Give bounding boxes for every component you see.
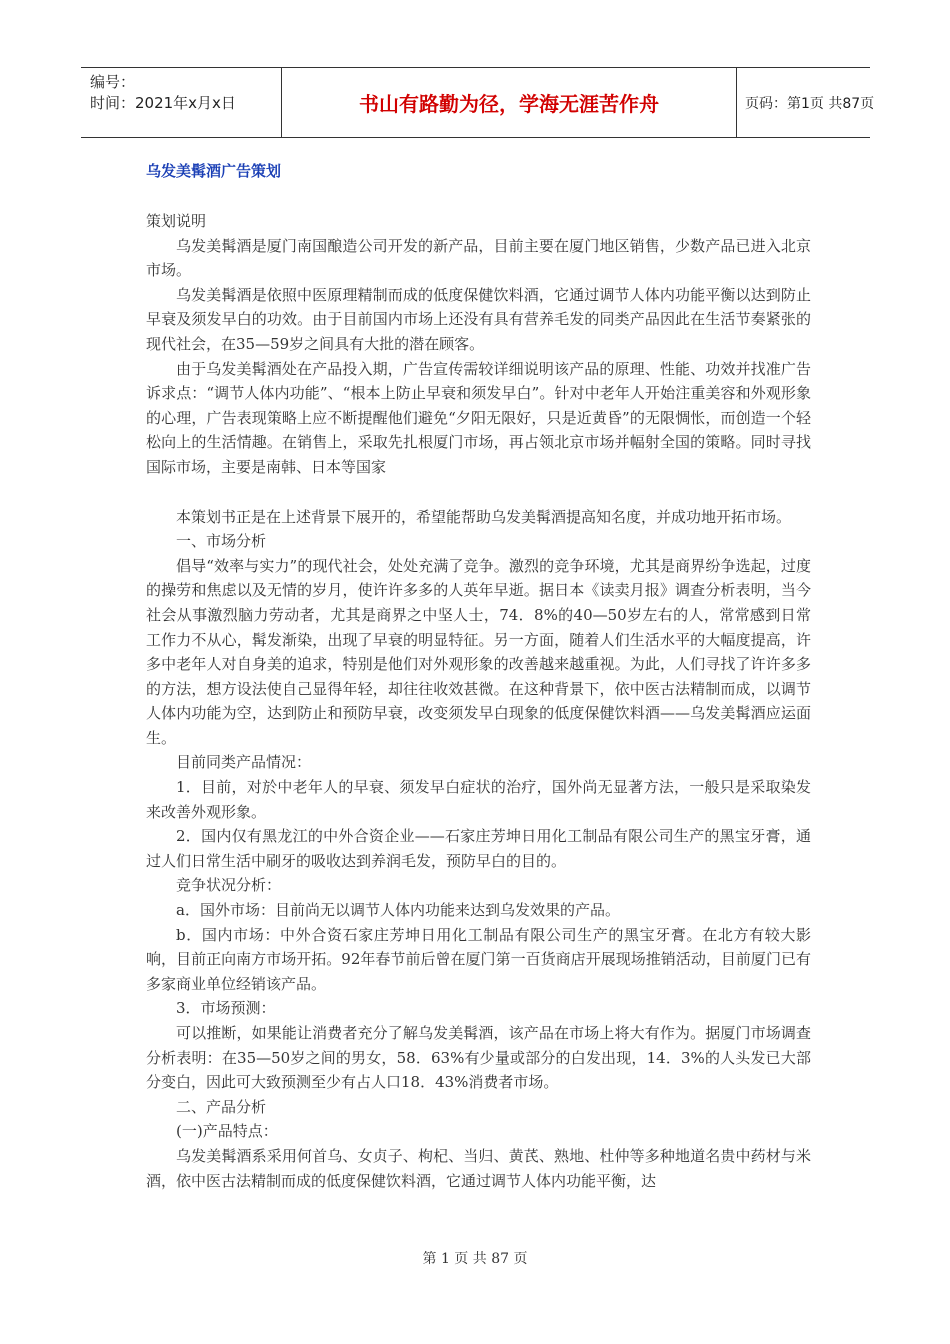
header-meta [81,68,281,137]
page-header [81,67,875,138]
list-item: 2．国内仅有黑龙江的中外合资企业——石家庄芳坤日用化工制品有限公司生产的黑宝牙膏，通过人们日常生活中刷牙的吸收达到养润毛发，预防早白的目的。 [146,827,811,870]
paragraph: 乌发美髯酒是依照中医原理精制而成的低度保健饮料酒，它通过调节人体内功能平衡以达到防止早衰及须发早白的功效。由于目前国内市场上还没有具有营养毛发的同类产品因此在生活节奏紧张的现代社会，在35—59岁之间具有大批的潜在顾客。 [146,285,811,353]
section-heading: 二、产品分析 [176,1097,267,1116]
list-item: b．国内市场：中外合资石家庄芳坤日用化工制品有限公司生产的黑宝牙膏。在北方有较大影响，目前正向南方市场开拓。92年春节前后曾在厦门第一百货商店开展现场推销活动，目前厦门已有多家商业单位经销该产品。 [146,925,811,993]
document-date: 时间：2021年x月x日 [90,94,236,112]
paragraph: 可以推断，如果能让消费者充分了解乌发美髯酒，该产品在市场上将大有作为。据厦门市场调查分析表明：在35—50岁之间的男女，58．63%有少量或部分的白发出现，14．3%的人头发已大部分变白，因此可大致预测至少有占人口18．43%消费者市场。 [146,1024,811,1092]
list-item: 1．目前，对於中老年人的早衰、须发早白症状的治疗，国外尚无显著方法，一般只是采取染发来改善外观形象。 [146,778,811,821]
paragraph: 乌发美髯酒是厦门南国酿造公司开发的新产品，目前主要在厦门地区销售，少数产品已进入北京市场。 [146,236,811,280]
paragraph: 本策划书正是在上述背景下展开的，希望能帮助乌发美髯酒提高知名度，并成功地开拓市场。 [176,507,792,526]
document-body [146,209,811,1193]
paragraph: 乌发美髯酒系采用何首乌、女贞子、枸杞、当归、黄芪、熟地、杜仲等多种地道名贵中药材与米酒，依中医古法精制而成的低度保健饮料酒，它通过调节人体内功能平衡，达 [146,1146,811,1190]
paragraph: 由于乌发美髯酒处在产品投入期，广告宣传需较详细说明该产品的原理、性能、功效并找准广告诉求点：“调节人体内功能”、“根本上防止早衰和须发早白”。针对中老年人开始注重美容和外观形象的心理，广告表现策略上应不断提醒他们避免“夕阳无限好，只是近黄昏”的无限惆怅，而创造一个轻松向上的生活情趣。在销售上，采取先扎根厦门市场，再占领北京市场并幅射全国的策略。同时寻找国际市场，主要是南韩、日本等国家 [146,359,811,476]
document-title: 乌发美髯酒广告策划 [146,162,282,180]
section-heading: 策划说明 [146,212,207,230]
header-page-info: 页码：第1页 共87页 [745,95,875,112]
document-number-label: 编号： [90,73,136,91]
paragraph: 倡导“效率与实力”的现代社会，处处充满了竞争。激烈的竞争环境，尤其是商界纷争选起，过度的操劳和焦虑以及无情的岁月，使许许多多的人英年早逝。据日本《读卖月报》调查分析表明，当今社会从事激烈脑力劳动者，尤其是商界之中坚人士，74．8%的40—50岁左右的人，常常感到日常工作力不从心，髯发渐染，出现了早衰的明显特征。另一方面，随着人们生活水平的大幅度提高，许多中老年人对自身美的追求，特别是他们对外观形象的改善越来越重视。为此，人们寻找了许许多多的方法，想方设法使自己显得年轻，却往往收效甚微。在这种背景下，依中医古法精制而成，以调节人体内功能为空，达到防止和预防早衰，改变须发早白现象的低度保健饮料酒——乌发美髯酒应运面生。 [146,556,811,747]
subheading: (一)产品特点： [176,1122,278,1141]
subheading: 3．市场预测： [176,999,276,1018]
subheading: 目前同类产品情况： [176,753,312,772]
header-motto: 书山有路勤为径，学海无涯苦作舟 [281,68,737,137]
section-heading: 一、市场分析 [176,532,267,551]
list-item: a．国外市场：目前尚无以调节人体内功能来达到乌发效果的产品。 [176,901,620,920]
page-footer: 第 1 页 共 87 页 [422,1251,528,1267]
subheading: 竞争状况分析： [176,876,282,895]
